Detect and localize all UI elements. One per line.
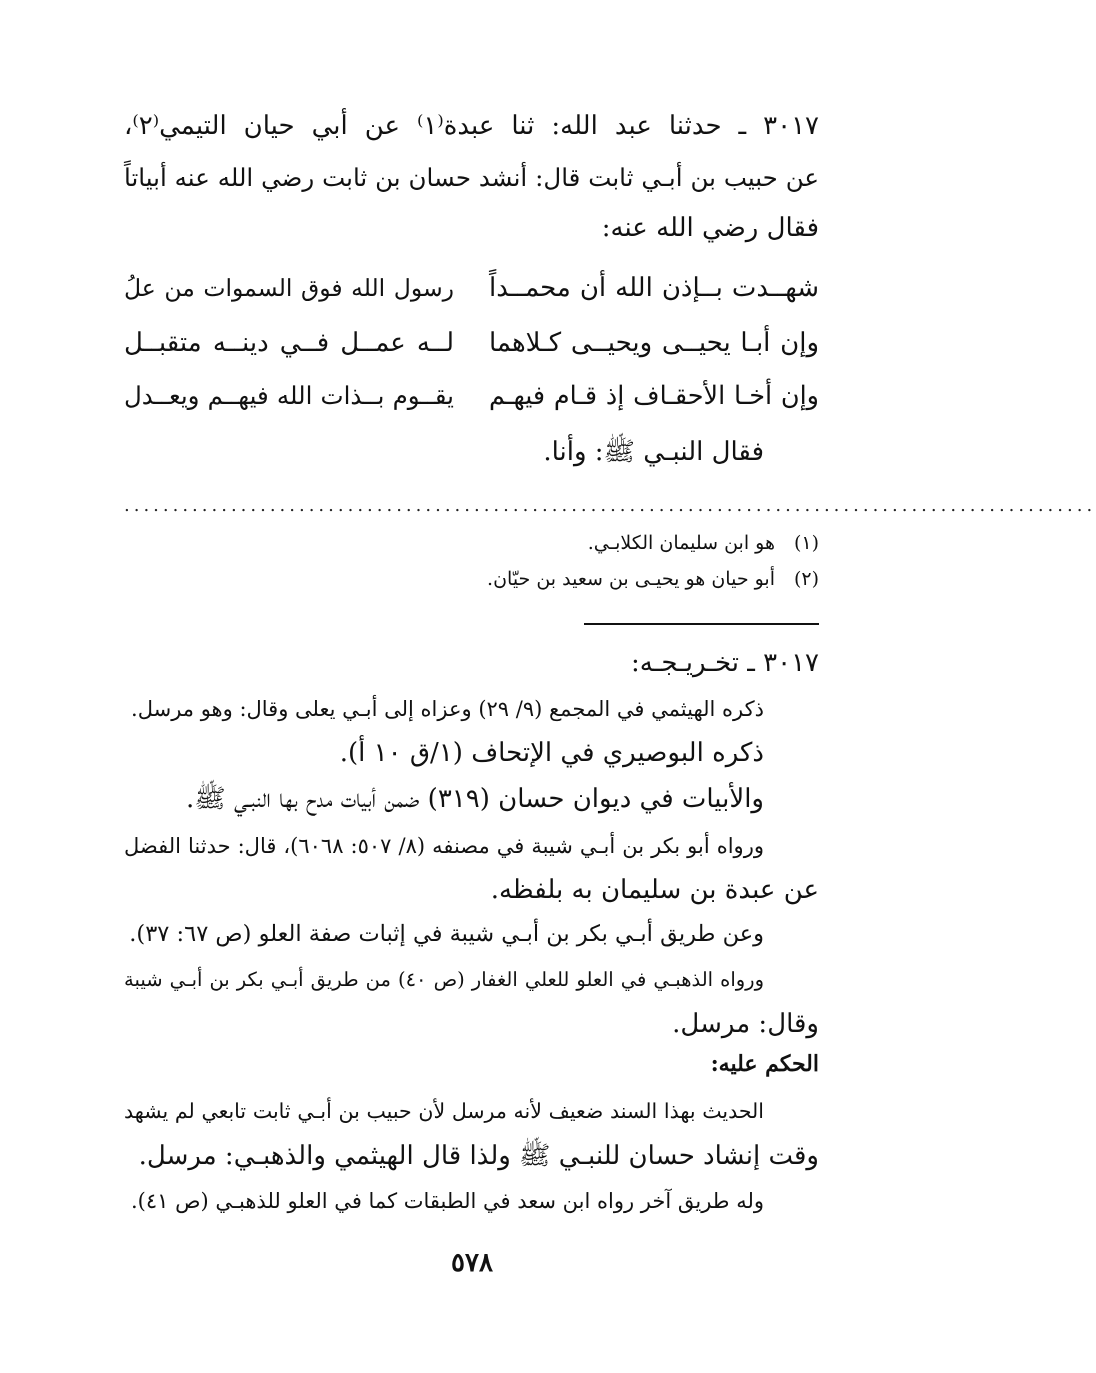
- takhrij-line-1: ذكره الهيثمي في المجمع (٩/ ٢٩) وعزاه إلى أبـي يعلى وقال: وهو مرسل.: [131, 697, 764, 721]
- ruling-line-2: وقت إنشاد حسان للنبـي ﷺ ولذا قال الهيثمي والذهبـي: مرسل.: [138, 1141, 819, 1171]
- verse-2-first-hemistich: وإن أبـا يحيــى ويحيــى كـلاهما: [489, 328, 819, 358]
- takhrij-line-3: والأبيات في ديوان حسان (٣١٩) ضمن أبيات مدح بها النبـي ﷺ.: [186, 784, 764, 814]
- takhrij-line-4: ورواه أبو بكر بن أبـي شيبة في مصنفه (٨/ ٥٠٧: ٦٠٦٨)، قال: حدثنا الفضل: [124, 834, 764, 858]
- hadith-line-3: فقال رضي الله عنه:: [601, 213, 819, 243]
- hadith-closing: فقال النبـي ﷺ: وأنا.: [543, 437, 764, 467]
- footnote-1-number: (١): [793, 532, 819, 554]
- takhrij-line-5: عن عبدة بن سليمان به بلفظه.: [490, 875, 819, 905]
- verse-2: [124, 323, 819, 363]
- takhrij-heading: ٣٠١٧ ـ تخـريـجـه:: [631, 648, 819, 678]
- footnote-2-number: (٢): [793, 568, 819, 590]
- hadith-line-1: ٣٠١٧ ـ حدثنا عبد الله: ثنا عبدة⁽١⁾ عن أبي حيان التيمي⁽٢⁾،: [124, 111, 819, 141]
- verse-3-first-hemistich: وإن أخـا الأحقـاف إذ قـام فيهـم: [489, 381, 819, 411]
- verse-2-second-hemistich: لــه عمــل فــي دينــه متقبــل: [124, 328, 454, 358]
- ruling-heading: الحكم عليه:: [710, 1051, 819, 1077]
- footnote-2: [124, 564, 819, 594]
- verse-3-second-hemistich: يقــوم بــذات الله فيهــم ويعــدل: [124, 381, 454, 410]
- takhrij-line-7: ورواه الذهبـي في العلو للعلي الغفار (ص ٤٠) من طريق أبـي بكر بن أبـي شيبة: [124, 968, 764, 991]
- footnote-1: [124, 528, 819, 558]
- takhrij-line-6: وعن طريق أبـي بكر بن أبـي شيبة في إثبات صفة العلو (ص ٦٧: ٣٧).: [129, 921, 764, 947]
- takhrij-line-2: ذكره البوصيري في الإتحاف (١/ق ١٠ أ).: [339, 738, 764, 768]
- footnote-2-text: أبو حيان هو يحيـى بن سعيد بن حيّان.: [487, 568, 775, 590]
- verse-1: [124, 268, 819, 308]
- takhrij-line-8: وقال: مرسل.: [672, 1009, 819, 1039]
- verse-3: [124, 376, 819, 416]
- ruling-line-1: الحديث بهذا السند ضعيف لأنه مرسل لأن حبيب بن أبـي ثابت تابعي لم يشهد: [124, 1099, 764, 1123]
- verse-1-first-hemistich: شهــدت بــإذن الله أن محمــداً: [489, 273, 819, 303]
- hadith-line-2: عن حبيب بن أبـي ثابت قال: أنشد حسان بن ثابت رضي الله عنه أبياتاً: [124, 163, 819, 192]
- ruling-line-3: وله طريق آخر رواه ابن سعد في الطبقات كما في العلو للذهبـي (ص ٤١).: [130, 1189, 764, 1213]
- section-rule: [584, 623, 819, 625]
- page-number-text: ٥٧٨: [451, 1248, 493, 1278]
- page-number: [0, 1248, 944, 1278]
- dotted-separator: ....................................................................................................: [124, 495, 1096, 516]
- verse-1-second-hemistich: رسول الله فوق السموات من علُ: [124, 274, 454, 302]
- footnote-1-text: هو ابن سليمان الكلابـي.: [587, 532, 775, 554]
